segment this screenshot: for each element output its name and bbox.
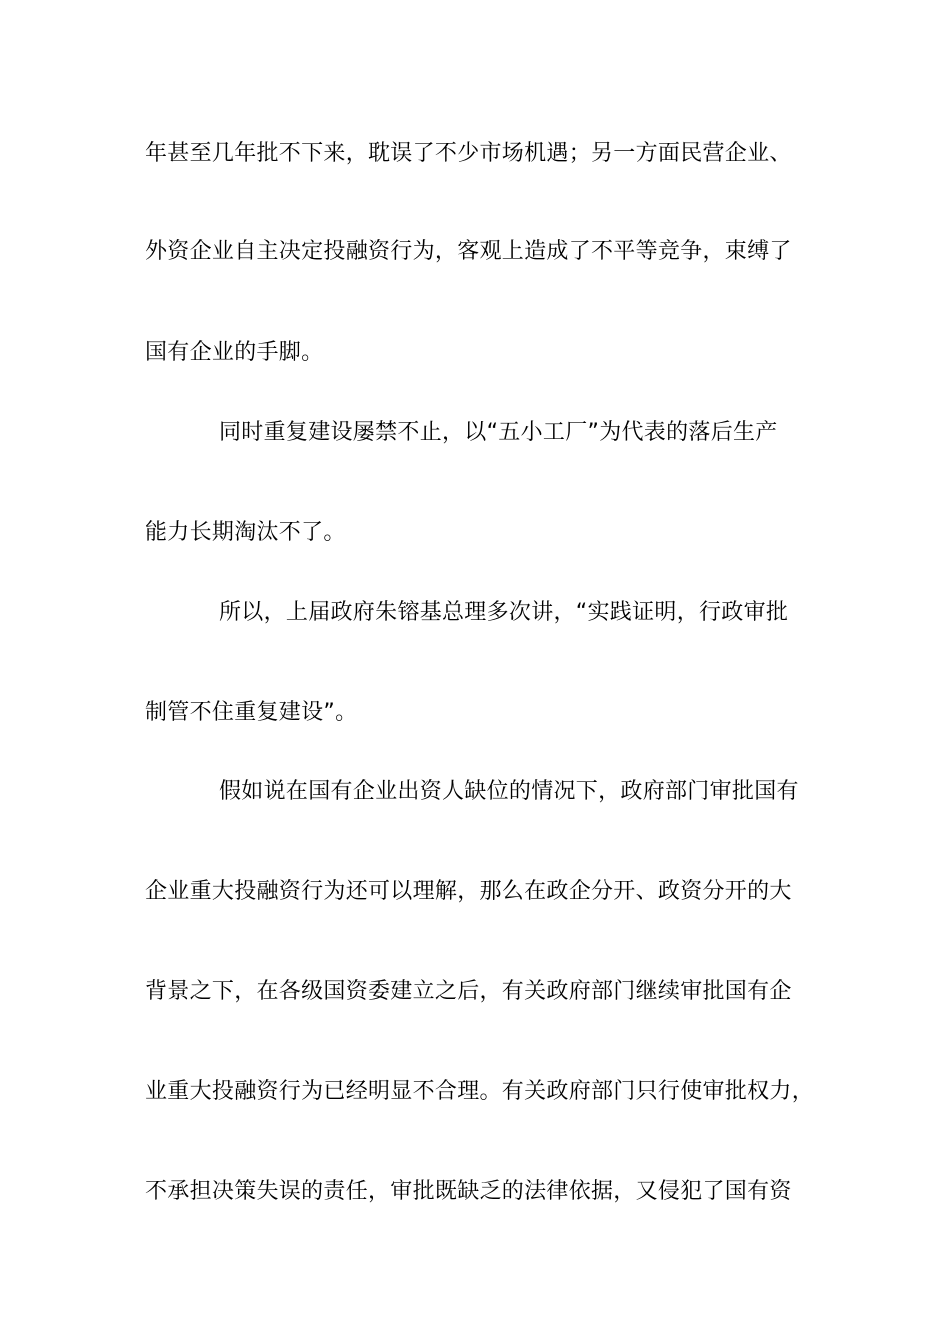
text-line: 业重大投融资行为已经明显不合理。有关政府部门只行使审批权力， (145, 1079, 815, 1104)
paragraph-first-line: 同时重复建设屡禁不止，以“五小工厂”为代表的落后生产 (219, 420, 778, 445)
text-line: 制管不住重复建设”。 (145, 700, 358, 725)
text-line: 企业重大投融资行为还可以理解，那么在政企分开、政资分开的大 (145, 879, 792, 904)
text-line: 年甚至几年批不下来，耽误了不少市场机遇；另一方面民营企业、 (145, 141, 792, 166)
text-line: 外资企业自主决定投融资行为，客观上造成了不平等竞争，束缚了 (145, 239, 792, 264)
paragraph-first-line: 所以，上届政府朱镕基总理多次讲，“实践证明，行政审批 (219, 600, 789, 625)
paragraph-first-line: 假如说在国有企业出资人缺位的情况下，政府部门审批国有 (219, 779, 799, 804)
text-line: 国有企业的手脚。 (145, 340, 324, 365)
text-line: 背景之下，在各级国资委建立之后，有关政府部门继续审批国有企 (145, 979, 792, 1004)
text-line: 不承担决策失误的责任，审批既缺乏的法律依据，又侵犯了国有资 (145, 1179, 792, 1204)
text-line: 能力长期淘汰不了。 (145, 520, 346, 545)
